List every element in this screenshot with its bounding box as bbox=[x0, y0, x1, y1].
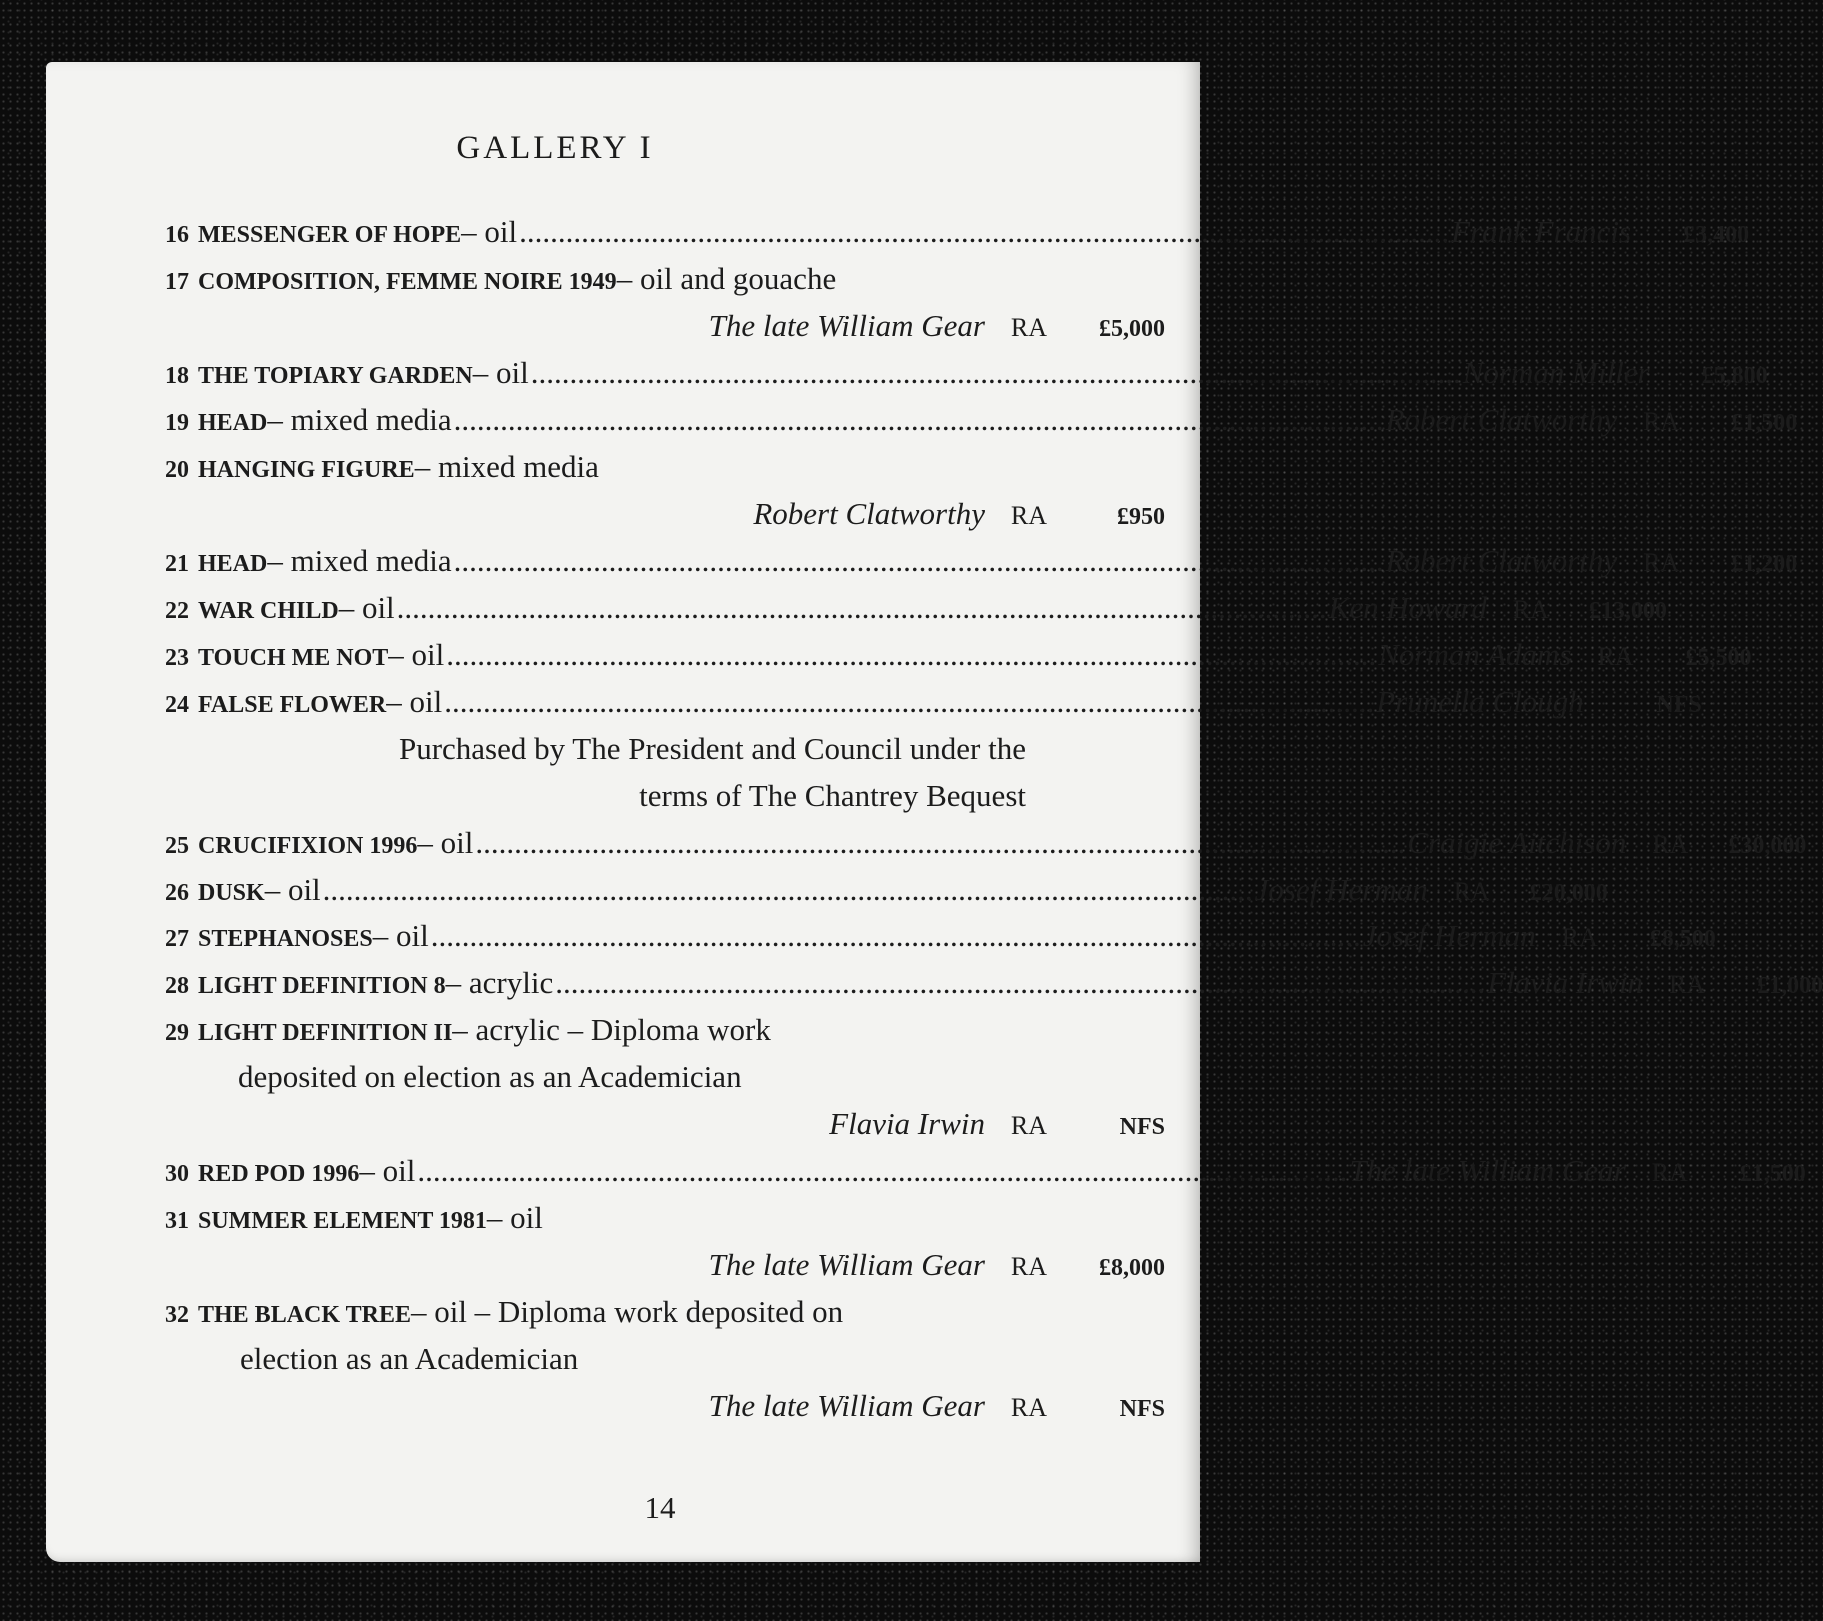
leader-dots: ........................................................................................................................ bbox=[475, 825, 1406, 860]
entry-number: 25 bbox=[165, 833, 189, 859]
entry-title: LIGHT DEFINITION II bbox=[198, 1020, 453, 1046]
entry-number: 16 bbox=[165, 222, 189, 248]
entry-price: NFS bbox=[1656, 692, 1702, 718]
entry-20-attribution bbox=[165, 491, 1165, 537]
entry-medium: – oil bbox=[388, 637, 445, 672]
entry-ra: RA bbox=[1512, 595, 1549, 624]
leader-dots: ........................................................................................................................ bbox=[453, 543, 1384, 578]
entry-medium: – oil – Diploma work deposited on bbox=[410, 1294, 844, 1329]
entry-artist: Ken Howard bbox=[1328, 590, 1487, 625]
entry-ra: RA bbox=[1651, 1158, 1688, 1187]
entry-price: £20,000 bbox=[1529, 880, 1608, 906]
entry-artist: The late William Gear bbox=[1349, 1153, 1626, 1188]
entry-artist: Craigie Aitchison bbox=[1407, 825, 1627, 860]
entry-number: 20 bbox=[165, 457, 189, 483]
entry-price: £3,400 bbox=[1683, 222, 1750, 248]
entry-medium: – mixed media bbox=[267, 543, 452, 578]
entry-title: HANGING FIGURE bbox=[198, 457, 415, 483]
entry-number: 28 bbox=[165, 973, 189, 999]
entry-29-note: deposited on election as an Academician bbox=[238, 1059, 742, 1094]
entry-24-note-line-1: Purchased by The President and Council under the bbox=[398, 731, 1026, 766]
entry-price: £13,000 bbox=[1588, 598, 1667, 624]
entry-28 bbox=[165, 960, 1823, 1006]
entry-ra: RA bbox=[1652, 830, 1689, 859]
entry-price: £8,000 bbox=[1099, 1255, 1165, 1281]
entry-30 bbox=[165, 1148, 1806, 1194]
entry-ra: RA bbox=[1010, 313, 1047, 342]
entry-ra: RA bbox=[1668, 970, 1706, 999]
entry-artist: Flavia Irwin bbox=[1487, 965, 1644, 1000]
entry-artist: The late William Gear bbox=[708, 308, 985, 343]
entry-artist: Frank Francis bbox=[1451, 214, 1632, 249]
entry-17-attribution bbox=[165, 303, 1165, 349]
entry-24-note-line-2: terms of The Chantrey Bequest bbox=[639, 778, 1026, 813]
leader-dots: ........................................................................................................................ bbox=[453, 402, 1384, 437]
entry-26 bbox=[165, 867, 1608, 913]
entry-title: COMPOSITION, FEMME NOIRE 1949 bbox=[198, 269, 617, 295]
entry-price: £950 bbox=[1117, 504, 1165, 530]
entry-title: STEPHANOSES bbox=[198, 926, 373, 952]
entry-number: 19 bbox=[165, 410, 189, 436]
entry-price: £5,000 bbox=[1099, 316, 1165, 342]
entry-24 bbox=[165, 679, 1702, 725]
entry-18 bbox=[165, 350, 1768, 396]
page-number: 14 bbox=[644, 1490, 676, 1525]
entry-artist: Norman Miller bbox=[1462, 355, 1650, 390]
entry-number: 29 bbox=[165, 1020, 189, 1046]
entry-title: CRUCIFIXION 1996 bbox=[198, 833, 418, 859]
entry-title: HEAD bbox=[198, 551, 268, 577]
entry-number: 26 bbox=[165, 880, 189, 906]
entry-medium: – oil bbox=[338, 590, 395, 625]
entry-medium: – oil bbox=[264, 872, 321, 907]
entry-number: 30 bbox=[165, 1161, 189, 1187]
entry-31-attribution bbox=[165, 1242, 1165, 1288]
entry-32-attribution bbox=[165, 1383, 1165, 1429]
entry-medium: – oil bbox=[486, 1200, 543, 1235]
entry-number: 32 bbox=[165, 1302, 189, 1328]
entry-medium: – mixed media bbox=[267, 402, 452, 437]
entry-number: 23 bbox=[165, 645, 189, 671]
entry-ra: RA bbox=[1597, 642, 1634, 671]
entry-medium: – mixed media bbox=[414, 449, 599, 484]
entry-price: £1,500 bbox=[1731, 410, 1798, 436]
entry-ra: RA bbox=[1010, 1111, 1047, 1140]
entry-title: THE BLACK TREE bbox=[198, 1302, 411, 1328]
entry-artist: Robert Clatworthy bbox=[1385, 543, 1618, 578]
entry-number: 27 bbox=[165, 926, 189, 952]
entry-29 bbox=[165, 1007, 1165, 1053]
leader-dots: ........................................................................................................................ bbox=[530, 355, 1461, 390]
entry-number: 21 bbox=[165, 551, 189, 577]
leader-dots: ........................................................................................................................ bbox=[555, 965, 1486, 1000]
entry-medium: – oil bbox=[461, 214, 518, 249]
entry-27 bbox=[165, 913, 1716, 959]
entry-25 bbox=[165, 820, 1807, 866]
entry-medium: – acrylic bbox=[445, 965, 554, 1000]
entry-ra: RA bbox=[1010, 1252, 1047, 1281]
entry-artist: Norman Adams bbox=[1378, 637, 1572, 672]
entry-medium: – oil and gouache bbox=[616, 261, 837, 296]
entry-price: £1,500 bbox=[1739, 1161, 1806, 1187]
entry-price: £5,800 bbox=[1701, 363, 1768, 389]
entry-number: 24 bbox=[165, 692, 189, 718]
entry-title: DUSK bbox=[198, 880, 265, 906]
entry-20 bbox=[165, 444, 1165, 490]
entry-29-attribution bbox=[165, 1101, 1165, 1147]
entry-31 bbox=[165, 1195, 1165, 1241]
entry-title: WAR CHILD bbox=[198, 598, 339, 624]
leader-dots: ........................................................................................................................ bbox=[446, 637, 1377, 672]
entry-artist: Robert Clatworthy bbox=[753, 496, 985, 531]
entry-artist: Flavia Irwin bbox=[829, 1106, 985, 1141]
entry-ra: RA bbox=[1010, 1393, 1047, 1422]
leader-dots: ........................................................................................................................ bbox=[396, 590, 1327, 625]
entry-16 bbox=[165, 209, 1750, 255]
entry-32 bbox=[165, 1289, 1165, 1335]
entry-title: TOUCH ME NOT bbox=[198, 645, 389, 671]
entry-medium: – oil bbox=[472, 355, 529, 390]
entry-medium: – acrylic – Diploma work bbox=[452, 1012, 771, 1047]
entry-medium: – oil bbox=[386, 684, 443, 719]
leader-dots: ........................................................................................................................ bbox=[430, 918, 1361, 953]
entry-artist: The late William Gear bbox=[708, 1388, 985, 1423]
entry-price: NFS bbox=[1119, 1396, 1165, 1422]
entry-ra: RA bbox=[1643, 407, 1680, 436]
entry-medium: – oil bbox=[372, 918, 429, 953]
entry-number: 17 bbox=[165, 269, 189, 295]
entry-title: MESSENGER OF HOPE bbox=[198, 222, 462, 248]
entry-artist: Josef Herman bbox=[1362, 918, 1536, 953]
entry-price: £1,200 bbox=[1731, 551, 1798, 577]
entry-23 bbox=[165, 632, 1752, 678]
entry-artist: Josef Herman bbox=[1254, 872, 1428, 907]
entry-medium: – oil bbox=[359, 1153, 416, 1188]
entry-19 bbox=[165, 397, 1798, 443]
entry-21 bbox=[165, 538, 1798, 584]
leader-dots: ........................................................................................................................ bbox=[519, 214, 1450, 249]
entry-ra: RA bbox=[1010, 501, 1047, 530]
entry-number: 18 bbox=[165, 363, 189, 389]
entry-price: £5,500 bbox=[1685, 645, 1752, 671]
entry-artist: Robert Clatworthy bbox=[1385, 402, 1618, 437]
leader-dots: ........................................................................................................................ bbox=[417, 1153, 1348, 1188]
entry-ra: RA bbox=[1643, 548, 1680, 577]
entry-medium: – oil bbox=[417, 825, 474, 860]
entry-artist: The late William Gear bbox=[708, 1247, 985, 1282]
entry-title: LIGHT DEFINITION 8 bbox=[198, 973, 446, 999]
gallery-title: GALLERY I bbox=[456, 130, 654, 166]
entry-title: RED POD 1996 bbox=[198, 1161, 360, 1187]
entry-17 bbox=[165, 256, 1165, 302]
entry-title: FALSE FLOWER bbox=[198, 692, 387, 718]
entry-price: £8,500 bbox=[1649, 926, 1716, 952]
entry-ra: RA bbox=[1561, 923, 1598, 952]
entry-title: SUMMER ELEMENT 1981 bbox=[198, 1208, 487, 1234]
entry-price: £1,000 bbox=[1757, 973, 1823, 999]
entry-number: 22 bbox=[165, 598, 189, 624]
entry-number: 31 bbox=[165, 1208, 189, 1234]
entry-title: THE TOPIARY GARDEN bbox=[198, 363, 473, 389]
leader-dots: ........................................................................................................................ bbox=[322, 872, 1253, 907]
leader-dots: ........................................................................................................................ bbox=[444, 684, 1375, 719]
entry-32-note: election as an Academician bbox=[240, 1341, 579, 1376]
entry-artist: Prunella Clough bbox=[1376, 684, 1584, 719]
entry-22 bbox=[165, 585, 1667, 631]
entry-title: HEAD bbox=[198, 410, 268, 436]
entry-ra: RA bbox=[1453, 877, 1490, 906]
entry-price: NFS bbox=[1119, 1114, 1165, 1140]
entry-price: £30,000 bbox=[1728, 833, 1807, 859]
